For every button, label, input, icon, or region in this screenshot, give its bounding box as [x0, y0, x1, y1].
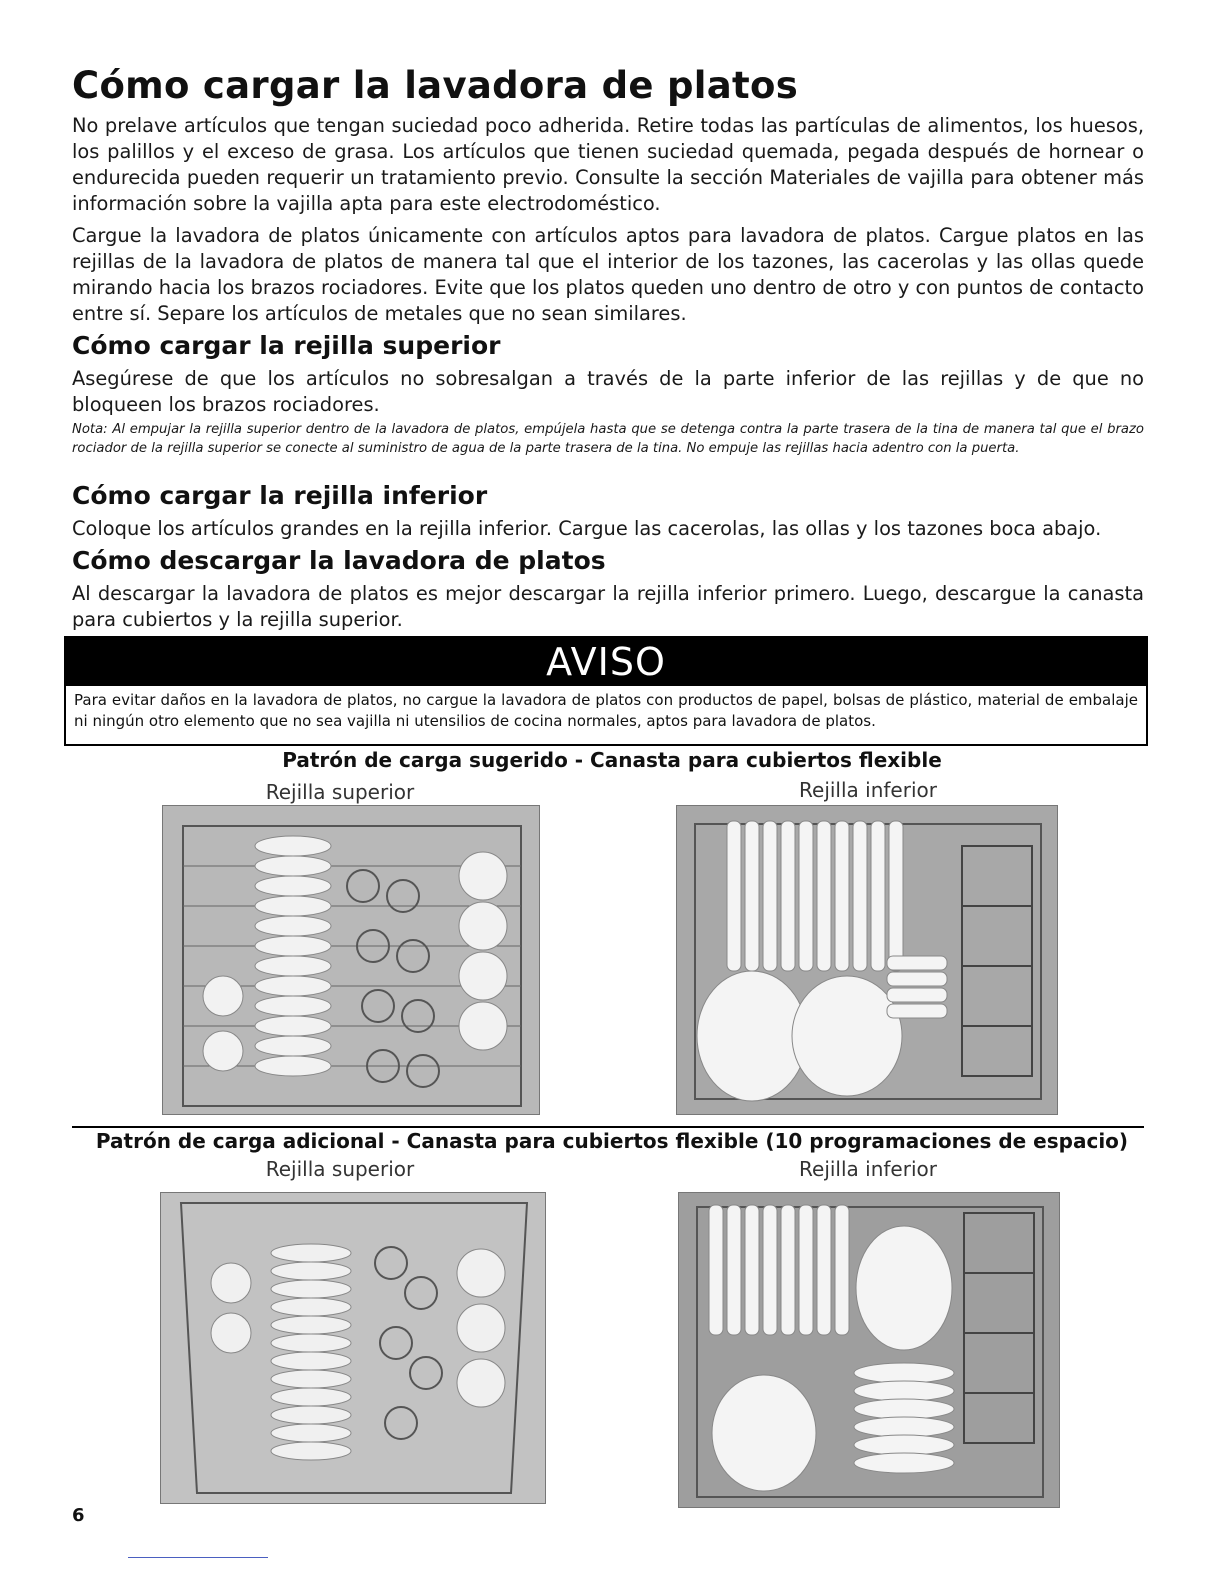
lower-rack-photo-1: [676, 805, 1058, 1115]
lower-rack-photo-2: [678, 1192, 1060, 1508]
page-title: Cómo cargar la lavadora de platos: [72, 64, 799, 107]
upper-rack-text: Asegúrese de que los artículos no sobresalgan a través de la parte inferior de las rejillas y de que no bloqueen los brazos rociadores.: [72, 367, 1144, 416]
unload-heading: Cómo descargar la lavadora de platos: [72, 546, 606, 575]
upper-rack-photo-2: [160, 1192, 546, 1504]
unload-text: Al descargar la lavadora de platos es mejor descargar la rejilla inferior primero. Luego, descargue la canasta para cubiertos y la rejilla superior.: [72, 582, 1144, 631]
notice-box: [64, 636, 1148, 746]
figure-1-caption-lower: Rejilla inferior: [799, 778, 937, 802]
figure-1-title: Patrón de carga sugerido - Canasta para cubiertos flexible: [282, 748, 942, 772]
figure-2-caption-upper: Rejilla superior: [265, 1157, 415, 1181]
upper-rack-note: Nota: Al empujar la rejilla superior dentro de la lavadora de platos, empújela hasta que se detenga contra la parte trasera de la tina de manera tal que el brazo rociador de la rejilla superior se conecte al suministro de agua de la parte trasera de la tina. No empuje las rejillas hacia adentro con la puerta.: [72, 422, 1144, 456]
figure-2-caption-lower: Rejilla inferior: [799, 1157, 937, 1181]
section-divider: [72, 1126, 1144, 1128]
upper-rack-heading: Cómo cargar la rejilla superior: [72, 331, 501, 360]
footer-line: [128, 1557, 268, 1558]
page-number: 6: [72, 1505, 85, 1526]
intro-paragraph-2: Cargue la lavadora de platos únicamente con artículos aptos para lavadora de platos. Cargue platos en las rejillas de la lavadora de platos de manera tal que el interior de los tazones, las cacerolas y las ollas quede mirando hacia los brazos rociadores. Evite que los platos queden uno dentro de otro y con puntos de contacto entre sí. Separe los artículos de metales que no sean similares.: [72, 224, 1144, 325]
notice-text: Para evitar daños en la lavadora de platos, no cargue la lavadora de platos con productos de papel, bolsas de plástico, material de embalaje ni ningún otro elemento que no sea vajilla ni utensilios de cocina normales, aptos para lavadora de platos.: [74, 691, 1138, 730]
lower-rack-heading: Cómo cargar la rejilla inferior: [72, 481, 488, 510]
intro-paragraph-1: No prelave artículos que tengan suciedad poco adherida. Retire todas las partículas de alimentos, los huesos, los palillos y el exceso de grasa. Los artículos que tienen suciedad quemada, pegada después de hornear o endurecida pueden requerir un tratamiento previo. Consulte la sección Materiales de vajilla para obtener más información sobre la vajilla apta para este electrodoméstico.: [72, 114, 1144, 215]
figure-2-title: Patrón de carga adicional - Canasta para cubiertos flexible (10 programaciones de espacio): [95, 1129, 1129, 1153]
notice-title: AVISO: [66, 638, 1146, 686]
figure-1-caption-upper: Rejilla superior: [265, 780, 415, 804]
lower-rack-text: Coloque los artículos grandes en la rejilla inferior. Cargue las cacerolas, las ollas y los tazones boca abajo.: [72, 517, 1102, 540]
upper-rack-photo-1: [162, 805, 540, 1115]
